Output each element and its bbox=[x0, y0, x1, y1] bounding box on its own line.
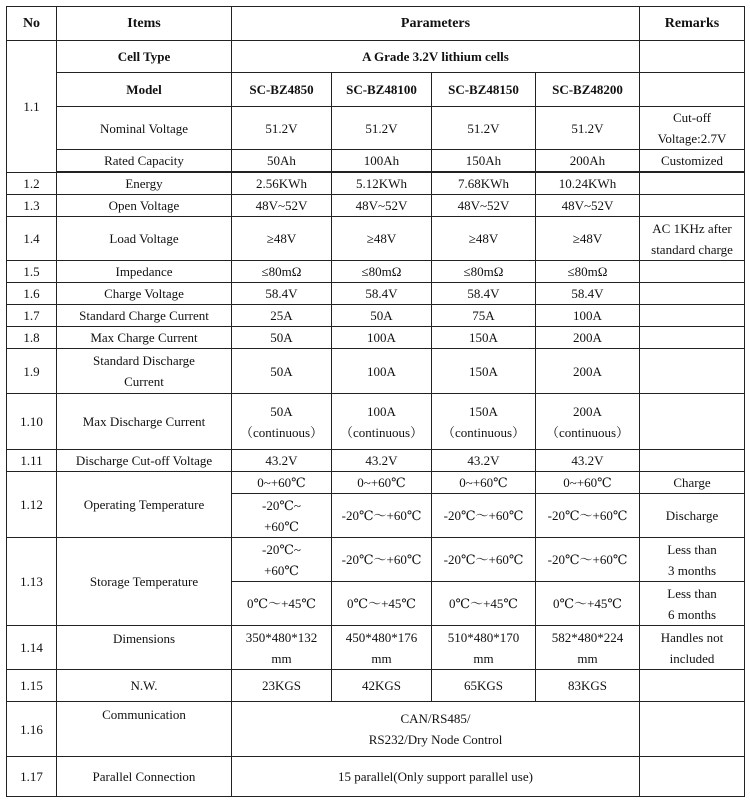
value bbox=[232, 494, 332, 538]
row-operating-temp-charge bbox=[7, 472, 745, 494]
remark-empty bbox=[640, 73, 745, 107]
value: 100Ah bbox=[332, 150, 432, 172]
value: 150Ah bbox=[432, 150, 536, 172]
item-nw: N.W. bbox=[57, 670, 232, 702]
value-line: （continuous） bbox=[339, 424, 424, 440]
value: 50Ah bbox=[232, 150, 332, 172]
row-impedance bbox=[7, 261, 745, 283]
value bbox=[232, 538, 332, 582]
row-storage-temp-a bbox=[7, 538, 745, 582]
header-row bbox=[7, 7, 745, 41]
value: 43.2V bbox=[232, 450, 332, 472]
row-nominal-voltage bbox=[7, 107, 745, 150]
remark-handles bbox=[640, 626, 745, 670]
remark-cutoff bbox=[640, 107, 745, 150]
value: -20℃～+60℃ bbox=[536, 494, 640, 538]
communication-value bbox=[232, 702, 640, 757]
value: 100A bbox=[536, 305, 640, 327]
remark-line: Voltage:2.7V bbox=[657, 131, 727, 146]
value-line: mm bbox=[577, 650, 598, 666]
row-no: 1.3 bbox=[7, 195, 57, 217]
remark-empty bbox=[640, 394, 745, 450]
value: 51.2V bbox=[432, 107, 536, 150]
remark-empty bbox=[640, 702, 745, 757]
value: 0℃～+45℃ bbox=[536, 582, 640, 626]
remark-line: 6 months bbox=[667, 606, 717, 622]
item-std-discharge-current bbox=[57, 349, 232, 394]
value bbox=[232, 626, 332, 670]
row-communication bbox=[7, 702, 745, 757]
value: 75A bbox=[432, 305, 536, 327]
spec-table bbox=[6, 6, 745, 797]
remark-storage-a bbox=[640, 538, 745, 582]
value: ≤80mΩ bbox=[232, 261, 332, 283]
value: -20℃～+60℃ bbox=[332, 494, 432, 538]
value: 0℃～+45℃ bbox=[232, 582, 332, 626]
row-cell-type bbox=[7, 41, 745, 73]
item-dimensions: Dimensions bbox=[57, 626, 232, 670]
value: 58.4V bbox=[536, 283, 640, 305]
remark-empty bbox=[640, 349, 745, 394]
value: 42KGS bbox=[332, 670, 432, 702]
row-discharge-cutoff bbox=[7, 450, 745, 472]
item-storage-temp: Storage Temperature bbox=[57, 538, 232, 626]
remark-line: AC 1KHz after bbox=[652, 220, 732, 236]
value-line: 350*480*132 bbox=[245, 629, 318, 645]
value: 43.2V bbox=[332, 450, 432, 472]
row-std-charge-current bbox=[7, 305, 745, 327]
remark-empty bbox=[640, 41, 745, 73]
remark-line: 3 months bbox=[667, 562, 717, 578]
value-line: -20℃~ bbox=[262, 497, 301, 513]
model-4: SC-BZ48200 bbox=[536, 73, 640, 107]
value: 48V~52V bbox=[332, 195, 432, 217]
remark-charge: Charge bbox=[640, 472, 745, 494]
row-no: 1.2 bbox=[7, 173, 57, 195]
value: 51.2V bbox=[232, 107, 332, 150]
value: 83KGS bbox=[536, 670, 640, 702]
value: 5.12KWh bbox=[332, 173, 432, 195]
item-line: Current bbox=[124, 374, 164, 389]
value-line: 510*480*170 bbox=[447, 629, 520, 645]
remark-empty bbox=[640, 283, 745, 305]
item-operating-temp: Operating Temperature bbox=[57, 472, 232, 538]
value: 43.2V bbox=[536, 450, 640, 472]
row-no: 1.6 bbox=[7, 283, 57, 305]
value: 200A bbox=[536, 349, 640, 394]
remark-discharge: Discharge bbox=[640, 494, 745, 538]
value: 7.68KWh bbox=[432, 173, 536, 195]
value bbox=[432, 394, 536, 450]
item-open-voltage: Open Voltage bbox=[57, 195, 232, 217]
value: 48V~52V bbox=[536, 195, 640, 217]
value: ≥48V bbox=[536, 217, 640, 261]
remark-empty bbox=[640, 327, 745, 349]
value bbox=[536, 394, 640, 450]
remark-ac bbox=[640, 217, 745, 261]
value: ≤80mΩ bbox=[432, 261, 536, 283]
value: 48V~52V bbox=[232, 195, 332, 217]
parallel-value: 15 parallel(Only support parallel use) bbox=[232, 757, 640, 797]
value-line: CAN/RS485/ bbox=[400, 711, 471, 726]
value-line: （continuous） bbox=[545, 424, 630, 440]
remark-empty bbox=[640, 450, 745, 472]
value: 10.24KWh bbox=[536, 173, 640, 195]
row-model bbox=[7, 73, 745, 107]
model-1: SC-BZ4850 bbox=[232, 73, 332, 107]
item-max-discharge-current: Max Discharge Current bbox=[57, 394, 232, 450]
value: 58.4V bbox=[232, 283, 332, 305]
value bbox=[536, 626, 640, 670]
model-3: SC-BZ48150 bbox=[432, 73, 536, 107]
item-nominal-voltage: Nominal Voltage bbox=[57, 107, 232, 150]
value: ≥48V bbox=[432, 217, 536, 261]
value: 25A bbox=[232, 305, 332, 327]
value: 50A bbox=[232, 327, 332, 349]
remark-empty bbox=[640, 757, 745, 797]
remark-line: standard charge bbox=[651, 241, 733, 257]
remark-line: included bbox=[669, 650, 715, 666]
value: 50A bbox=[232, 349, 332, 394]
value: 100A bbox=[332, 349, 432, 394]
value: 0~+60℃ bbox=[232, 472, 332, 494]
row-load-voltage bbox=[7, 217, 745, 261]
value: 0℃～+45℃ bbox=[332, 582, 432, 626]
row-no: 1.4 bbox=[7, 217, 57, 261]
remark-empty bbox=[640, 173, 745, 195]
value: -20℃～+60℃ bbox=[332, 538, 432, 582]
item-cell-type: Cell Type bbox=[57, 41, 232, 73]
item-communication: Communication bbox=[57, 702, 232, 757]
header-remarks: Remarks bbox=[640, 7, 745, 41]
item-max-charge-current: Max Charge Current bbox=[57, 327, 232, 349]
remark-line: Handles not bbox=[660, 629, 724, 645]
item-charge-voltage: Charge Voltage bbox=[57, 283, 232, 305]
value: 150A bbox=[432, 349, 536, 394]
value: 200Ah bbox=[536, 150, 640, 172]
value-line: +60℃ bbox=[264, 518, 299, 534]
value: ≥48V bbox=[232, 217, 332, 261]
value: ≤80mΩ bbox=[536, 261, 640, 283]
value: 43.2V bbox=[432, 450, 536, 472]
item-discharge-cutoff: Discharge Cut-off Voltage bbox=[57, 450, 232, 472]
value: 51.2V bbox=[536, 107, 640, 150]
remark-line: Less than bbox=[667, 541, 717, 557]
item-std-charge-current: Standard Charge Current bbox=[57, 305, 232, 327]
row-no: 1.16 bbox=[7, 702, 57, 757]
value: 200A bbox=[536, 327, 640, 349]
row-no-1-1: 1.1 bbox=[7, 41, 57, 173]
remark-customized: Customized bbox=[640, 150, 745, 172]
value-line: mm bbox=[371, 650, 392, 666]
value bbox=[332, 394, 432, 450]
row-no: 1.5 bbox=[7, 261, 57, 283]
row-charge-voltage bbox=[7, 283, 745, 305]
value: -20℃～+60℃ bbox=[432, 494, 536, 538]
value-line: 100A bbox=[367, 403, 396, 419]
model-2: SC-BZ48100 bbox=[332, 73, 432, 107]
item-line: Standard Discharge bbox=[93, 353, 195, 368]
remark-empty bbox=[640, 305, 745, 327]
value: 65KGS bbox=[432, 670, 536, 702]
row-no: 1.17 bbox=[7, 757, 57, 797]
header-no: No bbox=[7, 7, 57, 41]
row-no: 1.15 bbox=[7, 670, 57, 702]
header-parameters: Parameters bbox=[232, 7, 640, 41]
value-line: mm bbox=[473, 650, 494, 666]
value: -20℃～+60℃ bbox=[536, 538, 640, 582]
value bbox=[232, 394, 332, 450]
value: ≥48V bbox=[332, 217, 432, 261]
item-energy: Energy bbox=[57, 173, 232, 195]
row-nw bbox=[7, 670, 745, 702]
value bbox=[432, 626, 536, 670]
row-no: 1.10 bbox=[7, 394, 57, 450]
value: 100A bbox=[332, 327, 432, 349]
value: 2.56KWh bbox=[232, 173, 332, 195]
item-rated-capacity: Rated Capacity bbox=[57, 150, 232, 172]
row-no: 1.11 bbox=[7, 450, 57, 472]
row-max-charge-current bbox=[7, 327, 745, 349]
row-no: 1.14 bbox=[7, 626, 57, 670]
value: 0~+60℃ bbox=[332, 472, 432, 494]
row-no: 1.12 bbox=[7, 472, 57, 538]
row-no: 1.8 bbox=[7, 327, 57, 349]
header-items: Items bbox=[57, 7, 232, 41]
item-model: Model bbox=[57, 73, 232, 107]
row-open-voltage bbox=[7, 195, 745, 217]
value-line: +60℃ bbox=[264, 562, 299, 578]
value-line: （continuous） bbox=[239, 424, 324, 440]
row-no: 1.7 bbox=[7, 305, 57, 327]
row-rated-capacity bbox=[7, 150, 745, 172]
value: -20℃～+60℃ bbox=[432, 538, 536, 582]
value: 51.2V bbox=[332, 107, 432, 150]
item-parallel: Parallel Connection bbox=[57, 757, 232, 797]
value-line: 200A bbox=[573, 403, 602, 419]
value-line: （continuous） bbox=[441, 424, 526, 440]
value: 23KGS bbox=[232, 670, 332, 702]
remark-storage-b bbox=[640, 582, 745, 626]
value: 150A bbox=[432, 327, 536, 349]
row-max-discharge-current bbox=[7, 394, 745, 450]
value-line: -20℃~ bbox=[262, 541, 301, 557]
row-energy bbox=[7, 173, 745, 195]
value: 0~+60℃ bbox=[536, 472, 640, 494]
remark-line: Cut-off bbox=[672, 110, 712, 125]
item-load-voltage: Load Voltage bbox=[57, 217, 232, 261]
value-line: 450*480*176 bbox=[345, 629, 418, 645]
value-line: 150A bbox=[469, 403, 498, 419]
remark-empty bbox=[640, 261, 745, 283]
value-line: RS232/Dry Node Control bbox=[368, 732, 503, 747]
row-parallel bbox=[7, 757, 745, 797]
cell-type-value: A Grade 3.2V lithium cells bbox=[232, 41, 640, 73]
remark-empty bbox=[640, 670, 745, 702]
remark-line: Less than bbox=[667, 585, 717, 601]
value: 58.4V bbox=[332, 283, 432, 305]
value bbox=[332, 626, 432, 670]
value: 50A bbox=[332, 305, 432, 327]
value: 0~+60℃ bbox=[432, 472, 536, 494]
value-line: mm bbox=[271, 650, 292, 666]
row-std-discharge-current bbox=[7, 349, 745, 394]
value: ≤80mΩ bbox=[332, 261, 432, 283]
value-line: 582*480*224 bbox=[551, 629, 624, 645]
remark-empty bbox=[640, 195, 745, 217]
row-no: 1.13 bbox=[7, 538, 57, 626]
value-line: 50A bbox=[270, 403, 293, 419]
value: 58.4V bbox=[432, 283, 536, 305]
row-dimensions bbox=[7, 626, 745, 670]
value: 0℃～+45℃ bbox=[432, 582, 536, 626]
row-no: 1.9 bbox=[7, 349, 57, 394]
item-impedance: Impedance bbox=[57, 261, 232, 283]
value: 48V~52V bbox=[432, 195, 536, 217]
